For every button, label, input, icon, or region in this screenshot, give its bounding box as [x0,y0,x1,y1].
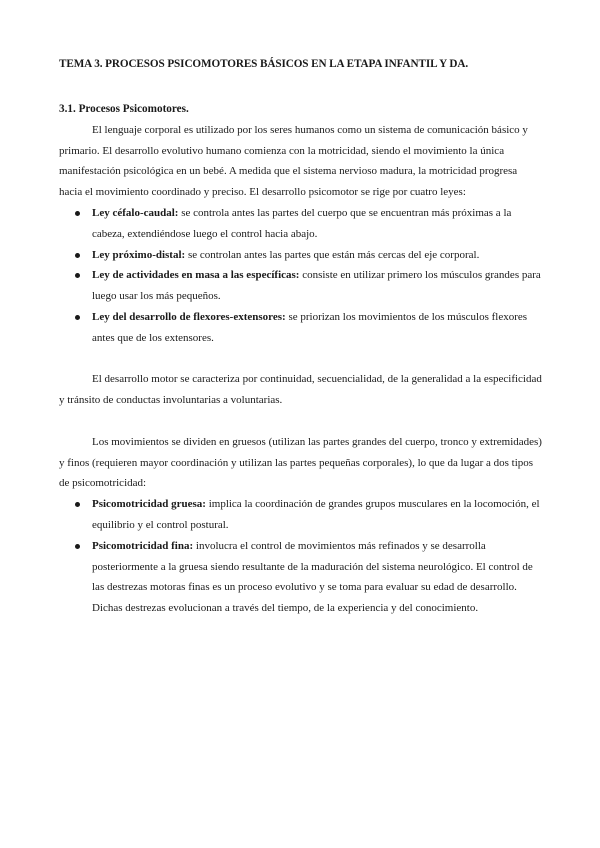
law-text: se controlan antes las partes que están más cercas del eje corporal. [185,248,480,261]
list-item [92,203,543,245]
psychomotricity-types-list [59,494,543,619]
document-body [59,99,543,619]
law-term: Ley del desarrollo de flexores-extensores: [92,310,286,323]
spacer [59,349,543,370]
bullet-icon [75,502,80,507]
law-term: Ley céfalo-caudal: [92,206,179,219]
bullet-icon [75,273,80,278]
law-text: consiste en utilizar primero los músculos grandes para luego usar los más pequeños. [92,269,541,303]
movements-paragraph: Los movimientos se dividen en gruesos (utilizan las partes grandes del cuerpo, tronco y extremidades) y finos (requieren mayor coordinación y utilizan las partes pequeñas corporales), lo que da lugar a dos tipos de psicomotricidad: [59,435,542,490]
laws-list [59,203,543,349]
bullet-icon [75,211,80,216]
list-item [92,494,543,536]
motor-development-paragraph: El desarrollo motor se caracteriza por continuidad, secuencialidad, de la generalidad a la especificidad y tránsito de conductas involuntarias a voluntarias. [59,373,542,407]
intro-paragraph: El lenguaje corporal es utilizado por los seres humanos como un sistema de comunicación básico y primario. El desarrollo evolutivo humano comienza con la motricidad, siendo el movimiento la única manifestación psicológica en un bebé. A medida que el sistema nervioso madura, la motricidad progresa hacia el movimiento coordinado y preciso. El desarrollo psicomotor se rige por cuatro leyes: [59,123,528,199]
law-term: Ley de actividades en masa a las específicas: [92,269,300,282]
law-term: Ley próximo-distal: [92,248,186,261]
list-item [92,265,543,307]
spacer [59,411,543,432]
law-text: se priorizan los movimientos de los músculos flexores antes que de los extensores. [92,310,528,344]
type-text: implica la coordinación de grandes grupos musculares en la locomoción, el equilibrio y el control postural. [92,498,540,531]
document-title: TEMA 3. PROCESOS PSICOMOTORES BÁSICOS EN LA ETAPA INFANTIL Y DA. [59,58,469,70]
type-term: Psicomotricidad fina: [92,539,194,552]
type-text: involucra el control de movimientos más refinados y se desarrolla posteriormente a la gruesa siendo resultante de la maduración del sistema neurológico. El control de las destrezas motoras finas es un proceso evolutivo y se toma para evaluar su edad de desarrollo. Dichas destrezas evolucionan a través del tiempo, de la experiencia y del conocimiento. [92,539,533,615]
law-text: se controla antes las partes del cuerpo que se encuentran más próximas a la cabeza, extendiéndose luego el control hacia abajo. [92,206,512,240]
type-term: Psicomotricidad gruesa: [92,498,206,511]
bullet-icon [75,315,80,320]
bullet-icon [75,544,80,549]
bullet-icon [75,253,80,258]
list-item [92,245,543,266]
section-heading: 3.1. Procesos Psicomotores. [59,103,189,115]
list-item [92,307,543,349]
list-item [92,536,543,619]
